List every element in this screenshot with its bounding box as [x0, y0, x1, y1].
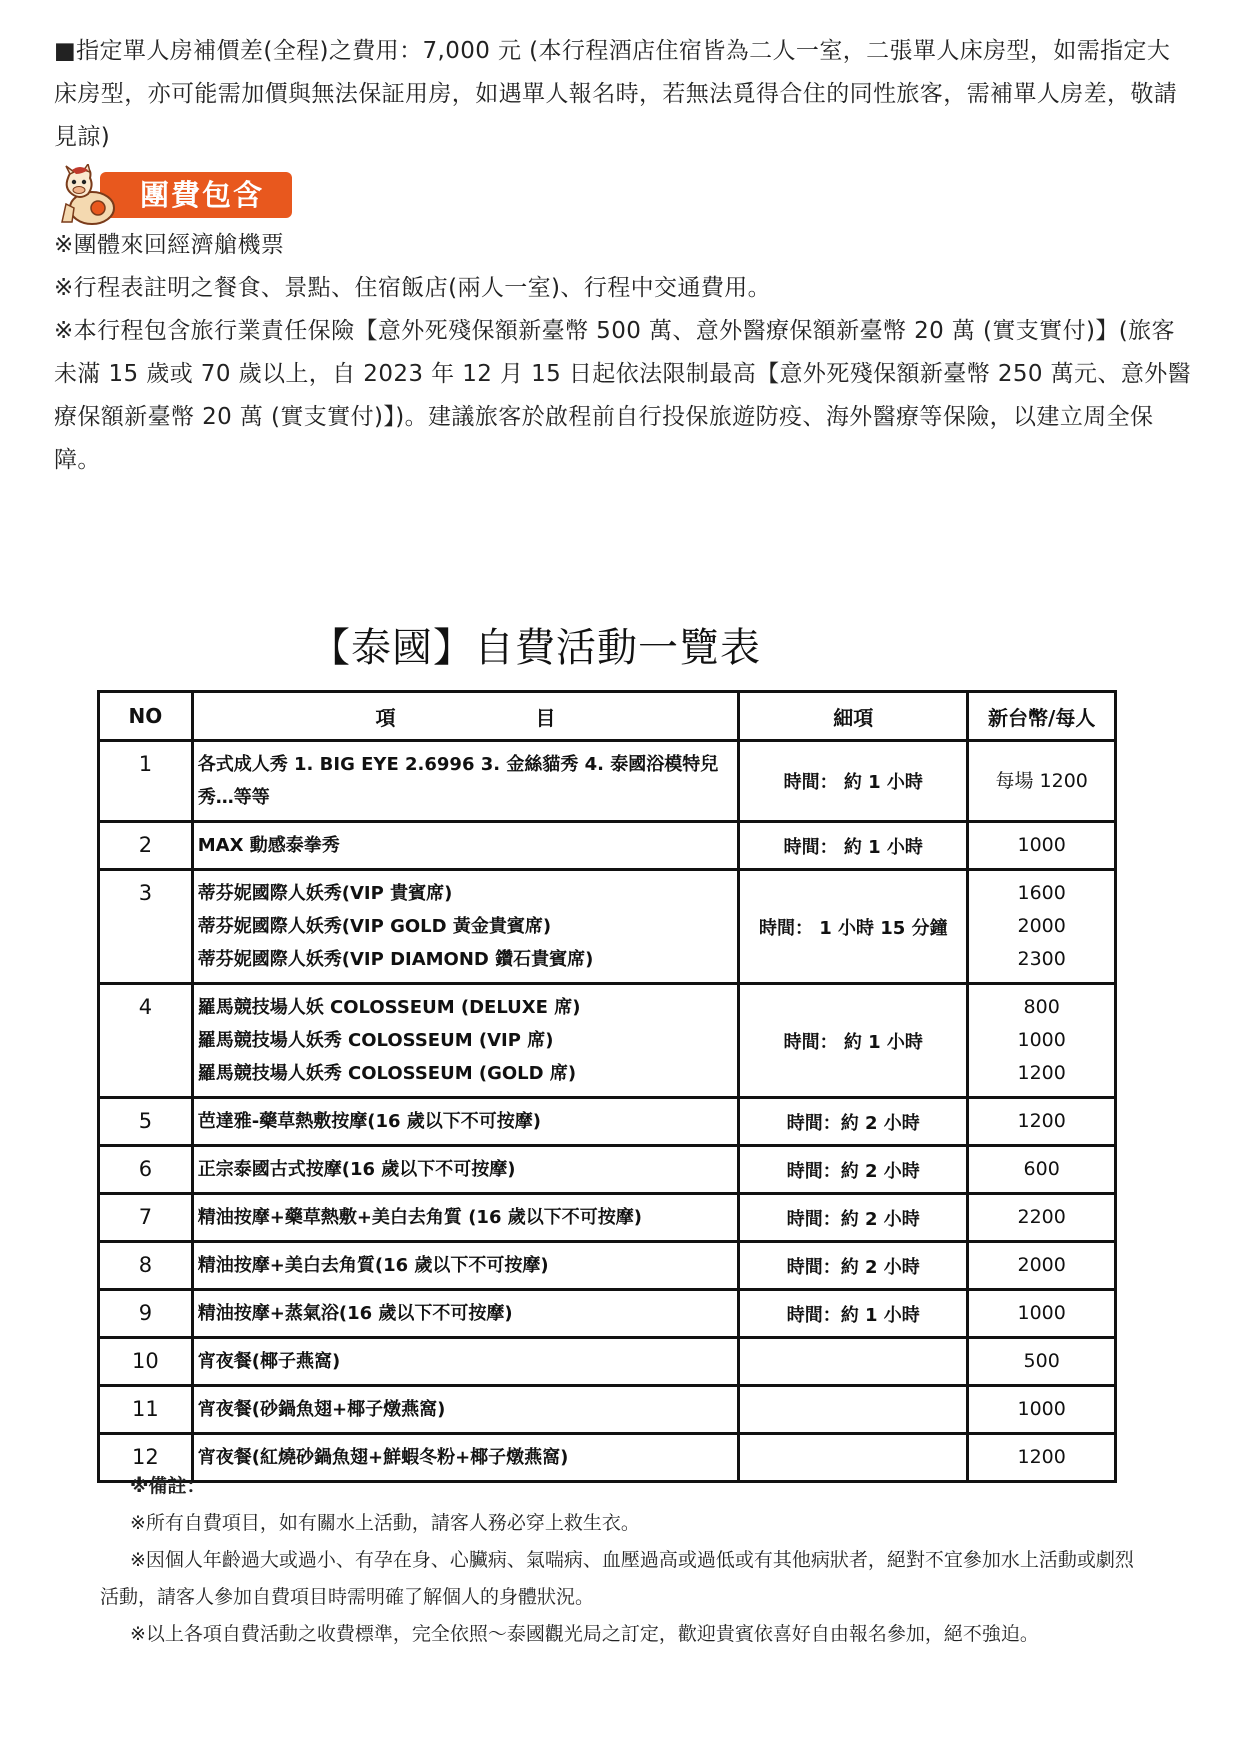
price-line: 1200 [1017, 1110, 1066, 1132]
price-line: 1000 [1017, 834, 1066, 856]
row-item [192, 822, 738, 870]
item-line: 宵夜餐(椰子燕窩) [197, 1351, 341, 1372]
row-number: 5 [99, 1098, 193, 1146]
row-detail: 時間：約 2 小時 [739, 1146, 968, 1194]
row-price [968, 1146, 1116, 1194]
row-item [192, 1290, 738, 1338]
includes-item: ※團體來回經濟艙機票 [54, 232, 285, 258]
table-row [99, 1338, 1116, 1386]
table-row [99, 1242, 1116, 1290]
item-line: MAX 動感泰拳秀 [197, 835, 340, 856]
table-row [99, 741, 1116, 822]
price-line: 每場 1200 [995, 769, 1088, 792]
row-number: 3 [99, 870, 193, 984]
row-number: 8 [99, 1242, 193, 1290]
item-line: 正宗泰國古式按摩(16 歲以下不可按摩) [197, 1159, 516, 1180]
remarks-section [100, 1468, 1140, 1653]
table-body [99, 741, 1116, 1482]
row-price [968, 822, 1116, 870]
remark-line: ※以上各項自費活動之收費標準，完全依照～泰國觀光局之訂定，歡迎貴賓依喜好自由報名參加，絕不強迫。 [130, 1623, 1039, 1645]
row-item [192, 1338, 738, 1386]
row-price [968, 1386, 1116, 1434]
includes-list [54, 224, 1194, 482]
price-line: 2000 [1017, 915, 1066, 937]
table-header-row [99, 692, 1116, 741]
price-line: 800 [1023, 996, 1060, 1018]
remarks-heading: ※備註： [130, 1475, 206, 1497]
table-row [99, 1194, 1116, 1242]
activities-table-title: 【泰國】自費活動一覽表 [310, 625, 761, 671]
price-line: 1000 [1017, 1398, 1066, 1420]
price-line: 2000 [1017, 1254, 1066, 1276]
item-line: 秀…等等 [197, 787, 270, 808]
table-row [99, 984, 1116, 1098]
row-price [968, 870, 1116, 984]
item-line: 蒂芬妮國際人妖秀(VIP DIAMOND 鑽石貴賓席) [197, 949, 594, 970]
price-line: 1000 [1017, 1302, 1066, 1324]
table-row [99, 822, 1116, 870]
remark-line: ※因個人年齡過大或過小、有孕在身、心臟病、氣喘病、血壓過高或過低或有其他病狀者，絕對不宜參加水上活動或劇烈活動，請客人參加自費項目時需明確了解個人的身體狀況。 [100, 1549, 1134, 1608]
row-number: 11 [99, 1386, 193, 1434]
includes-item: ※本行程包含旅行業責任保險【意外死殘保額新臺幣 500 萬、意外醫療保額新臺幣 20 萬 (實支實付)】(旅客未滿 15 歲或 70 歲以上，自 2023 年 12 月 15 日起依法限制最高【意外死殘保額新臺幣 250 萬元、意外醫療保額新臺幣 20 萬 (實支實付)】)。建議旅客於啟程前自行投保旅遊防疫、海外醫療等保險，以建立周全保障。 [54, 318, 1192, 473]
price-line: 2200 [1017, 1206, 1066, 1228]
row-item [192, 1098, 738, 1146]
price-line: 1200 [1017, 1446, 1066, 1468]
table-row [99, 870, 1116, 984]
row-number: 9 [99, 1290, 193, 1338]
price-line: 1200 [1017, 1062, 1066, 1084]
row-number: 7 [99, 1194, 193, 1242]
item-line: 芭達雅-藥草熱敷按摩(16 歲以下不可按摩) [197, 1111, 542, 1132]
single-room-text: ■指定單人房補價差(全程)之費用：7,000 元 (本行程酒店住宿皆為二人一室，二張單人床房型，如需指定大床房型，亦可能需加價與無法保証用房，如遇單人報名時，若無法覓得合住的同性旅客，需補單人房差，敬請見諒) [54, 38, 1178, 150]
row-price [968, 1338, 1116, 1386]
optional-activities-table [97, 690, 1117, 1483]
row-item [192, 1194, 738, 1242]
row-item [192, 870, 738, 984]
horse-mascot-icon [58, 164, 116, 226]
row-detail: 時間： 1 小時 15 分鐘 [739, 870, 968, 984]
package-includes-badge: 團費包含 [100, 172, 292, 218]
price-line: 600 [1023, 1158, 1060, 1180]
item-line: 宵夜餐(紅燒砂鍋魚翅+鮮蝦冬粉+椰子燉燕窩) [197, 1447, 569, 1468]
row-detail: 時間： 約 1 小時 [739, 741, 968, 822]
remark-line: ※所有自費項目，如有關水上活動，請客人務必穿上救生衣。 [130, 1512, 640, 1534]
table-row [99, 1290, 1116, 1338]
row-number: 6 [99, 1146, 193, 1194]
row-item [192, 1386, 738, 1434]
item-line: 精油按摩+藥草熱敷+美白去角質 (16 歲以下不可按摩) [197, 1207, 642, 1228]
header-no: NO [99, 692, 193, 741]
row-number: 2 [99, 822, 193, 870]
row-item [192, 1146, 738, 1194]
item-line: 精油按摩+蒸氣浴(16 歲以下不可按摩) [197, 1303, 513, 1324]
row-price [968, 1194, 1116, 1242]
row-price [968, 1290, 1116, 1338]
single-room-note [54, 30, 1190, 159]
row-price [968, 741, 1116, 822]
row-price [968, 984, 1116, 1098]
table-row [99, 1098, 1116, 1146]
item-line: 宵夜餐(砂鍋魚翅+椰子燉燕窩) [197, 1399, 446, 1420]
price-line: 2300 [1017, 948, 1066, 970]
item-line: 各式成人秀 1. BIG EYE 2.6996 3. 金絲貓秀 4. 泰國浴模特兒 [197, 754, 719, 775]
row-detail [739, 1338, 968, 1386]
row-item [192, 1242, 738, 1290]
price-line: 1600 [1017, 882, 1066, 904]
header-price: 新台幣/每人 [968, 692, 1116, 741]
includes-item: ※行程表註明之餐食、景點、住宿飯店(兩人一室)、行程中交通費用。 [54, 275, 772, 301]
row-detail: 時間：約 2 小時 [739, 1194, 968, 1242]
row-item [192, 741, 738, 822]
table-row [99, 1386, 1116, 1434]
row-detail: 時間： 約 1 小時 [739, 984, 968, 1098]
item-line: 精油按摩+美白去角質(16 歲以下不可按摩) [197, 1255, 549, 1276]
header-detail: 細項 [739, 692, 968, 741]
table-row [99, 1146, 1116, 1194]
row-number: 1 [99, 741, 193, 822]
row-price [968, 1098, 1116, 1146]
row-detail: 時間：約 2 小時 [739, 1098, 968, 1146]
row-detail: 時間： 約 1 小時 [739, 822, 968, 870]
header-item: 項 目 [192, 692, 738, 741]
price-line: 1000 [1017, 1029, 1066, 1051]
item-line: 羅馬競技場人妖 COLOSSEUM (DELUXE 席) [197, 997, 581, 1018]
row-price [968, 1242, 1116, 1290]
row-number: 12 [99, 1434, 193, 1482]
row-number: 4 [99, 984, 193, 1098]
row-detail: 時間：約 1 小時 [739, 1290, 968, 1338]
row-number: 10 [99, 1338, 193, 1386]
row-item [192, 984, 738, 1098]
item-line: 羅馬競技場人妖秀 COLOSSEUM (GOLD 席) [197, 1063, 577, 1084]
item-line: 羅馬競技場人妖秀 COLOSSEUM (VIP 席) [197, 1030, 554, 1051]
section-badge [58, 164, 292, 226]
item-line: 蒂芬妮國際人妖秀(VIP GOLD 黃金貴賓席) [197, 916, 552, 937]
price-line: 500 [1023, 1350, 1060, 1372]
item-line: 蒂芬妮國際人妖秀(VIP 貴賓席) [197, 883, 453, 904]
row-detail [739, 1386, 968, 1434]
row-detail: 時間：約 2 小時 [739, 1242, 968, 1290]
